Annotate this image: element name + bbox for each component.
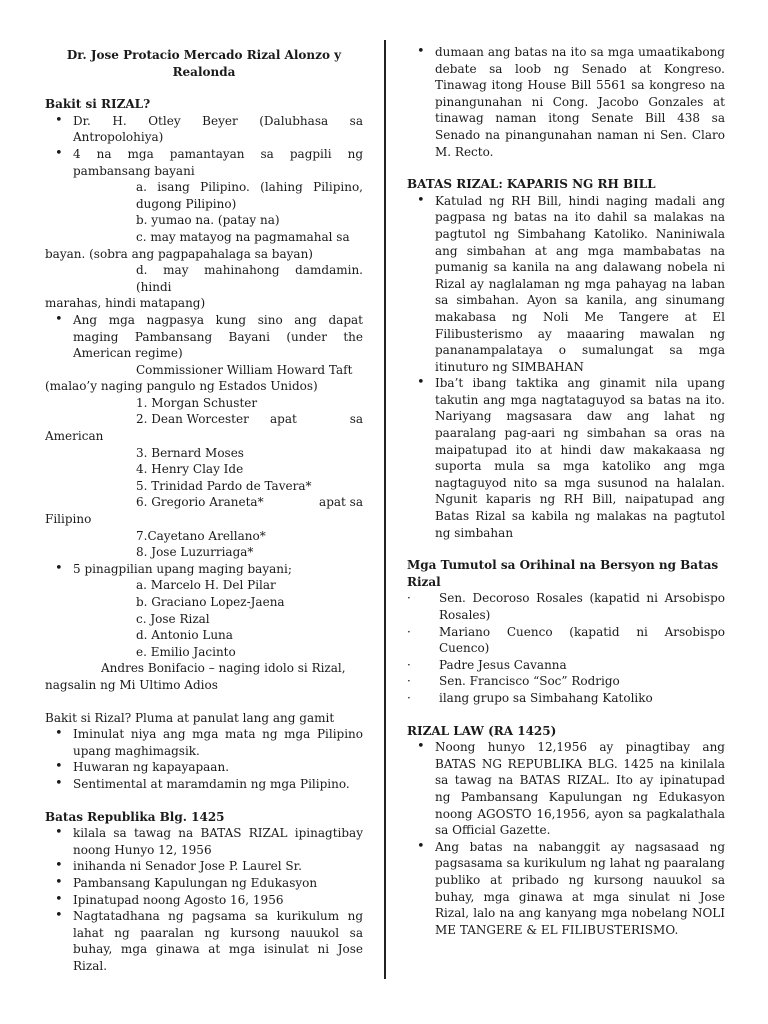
- member-3: 3. Bernard Moses: [136, 445, 244, 460]
- member-6: 6. Gregorio Araneta* apat sa: [136, 495, 363, 510]
- opponent-1: · Sen. Decoroso Rosales (kapatid ni Arsobispo Rosales): [407, 591, 725, 622]
- pluma-line: Bakit si Rizal? Pluma at panulat lang ang gamit: [45, 710, 335, 725]
- heading-rizal-law: RIZAL LAW (RA 1425): [407, 723, 557, 738]
- candidate-d: d. Antonio Luna: [136, 628, 233, 643]
- criterion-d: d. may mahinahong damdamin. (hindi: [136, 263, 363, 294]
- list-item: • dumaan ang batas na ito sa mga umaatikabong debate sa loob ng Senado at Kongreso. Tinawag itong House Bill 5561 sa kongreso na pinangunahan ni Cong. Jacobo Gonzales at tinawag naman itong Senate Bill 438 sa Senado na pinangunahan naman ni Sen. Claro M. Recto.: [407, 44, 725, 160]
- criterion-b: b. yumao na. (patay na): [136, 213, 280, 228]
- member-4: 4. Henry Clay Ide: [136, 462, 244, 477]
- heading-batas-republika: Batas Republika Blg. 1425: [45, 809, 225, 824]
- andres-line: Andres Bonifacio – naging idolo si Rizal,: [101, 661, 346, 676]
- list-item: • Dr. H. Otley Beyer (Dalubhasa sa Antropolohiya): [45, 113, 363, 146]
- taft-line: Commissioner William Howard Taft: [136, 362, 353, 377]
- candidate-a: a. Marcelo H. Del Pilar: [136, 578, 276, 593]
- list-item: • Ipinatupad noong Agosto 16, 1956: [45, 892, 363, 909]
- heading-tumutol: Mga Tumutol sa Orihinal na Bersyon ng Batas Rizal: [407, 558, 719, 589]
- criterion-d-cont: marahas, hindi matapang): [45, 296, 206, 311]
- criterion-c-cont: bayan. (sobra ang pagpapahalaga sa bayan): [45, 246, 313, 261]
- american-label: American: [45, 429, 104, 444]
- list-item: • 4 na mga pamantayan sa pagpili ng pambansang bayani: [45, 146, 363, 179]
- member-1: 1. Morgan Schuster: [136, 395, 258, 410]
- opponent-3: · Padre Jesus Cavanna: [407, 657, 567, 672]
- list-item: • Pambansang Kapulungan ng Edukasyon: [45, 875, 363, 892]
- list-item: • Katulad ng RH Bill, hindi naging madali ang pagpasa ng batas na ito dahil sa malakas na pagtutol ng Simbahang Katoliko. Naniniwala ang simbahan at ang mga mambabatas na pumanig sa kanila na ang dalawang nobela ni Rizal ay naglalaman ng mga pahayag na laban sa simbahan. Ayon sa kanila, ang sinumang makabasa ng Noli Me Tangere at El Filibusterismo ay maaaring mawalan ng pananampalataya o sumalungat sa mga itinuturo ng SIMBAHAN: [407, 193, 725, 376]
- left-column: [45, 0, 363, 974]
- list-item: • inihanda ni Senador Jose P. Laurel Sr.: [45, 858, 363, 875]
- criterion-c: c. may matayog na pagmamahal sa: [136, 229, 350, 244]
- member-2: 2. Dean Worcester apat sa: [136, 412, 363, 427]
- heading-kaparis: BATAS RIZAL: KAPARIS NG RH BILL: [407, 177, 656, 192]
- list-item: • Iminulat niya ang mga mata ng mga Pilipino upang maghimagsik.: [45, 726, 363, 759]
- list-item: • Nagtatadhana ng pagsama sa kurikulum ng lahat ng paaralan ng kursong nauukol sa buhay, mga ginawa at mga isinulat ni Jose Rizal.: [45, 908, 363, 974]
- criteria-list: [45, 113, 363, 179]
- filipino-label: Filipino: [45, 512, 92, 527]
- opponent-5: · ilang grupo sa Simbahang Katoliko: [407, 690, 653, 705]
- list-item: • 5 pinagpilian upang maging bayani;: [45, 561, 363, 578]
- column-divider: [384, 40, 386, 979]
- document-title: Dr. Jose Protacio Mercado Rizal Alonzo y Realonda: [66, 48, 342, 79]
- list-item: • Huwaran ng kapayapaan.: [45, 759, 363, 776]
- andres-cont: nagsalin ng Mi Ultimo Adios: [45, 677, 218, 692]
- member-8: 8. Jose Luzurriaga*: [136, 545, 254, 560]
- heading-bakit-rizal: Bakit si RIZAL?: [45, 97, 151, 112]
- taft-note: (malao’y naging pangulo ng Estados Unidos): [45, 379, 318, 394]
- list-item: • Sentimental at maramdamin ng mga Pilipino.: [45, 776, 363, 793]
- candidate-c: c. Jose Rizal: [136, 611, 210, 626]
- criterion-a: a. isang Pilipino. (lahing Pilipino, dugong Pilipino): [136, 180, 363, 211]
- list-item: • kilala sa tawag na BATAS RIZAL ipinagtibay noong Hunyo 12, 1956: [45, 825, 363, 858]
- candidate-e: e. Emilio Jacinto: [136, 644, 236, 659]
- member-5: 5. Trinidad Pardo de Tavera*: [136, 478, 312, 493]
- list-item: • Ang mga nagpasya kung sino ang dapat maging Pambansang Bayani (under the American regime): [45, 312, 363, 362]
- list-item: • Ang batas na nabanggit ay nagsasaad ng pagsasama sa kurikulum ng lahat ng paaralang publiko at pribado ng kursong nauukol sa buhay, mga ginawa at mga sinulat ni Jose Rizal, lalo na ang kanyang mga nobelang NOLI ME TANGERE & EL FILIBUSTERISMO.: [407, 839, 725, 939]
- list-item: • Iba’t ibang taktika ang ginamit nila upang takutin ang mga nagtataguyod sa batas na ito. Nariyang magsasara daw ang lahat ng paaralang pag-aari ng simbahan sa oras na maipatupad ito at hindi daw makakaasa ng suporta mula sa mga katoliko ang mga nagtaguyod nito sa mga susunod na halalan. Ngunit kaparis ng RH Bill, naipatupad ang Batas Rizal sa kabila ng malakas na pagtutol ng simbahan: [407, 375, 725, 541]
- candidate-b: b. Graciano Lopez-Jaena: [136, 595, 285, 609]
- opponent-4: · Sen. Francisco “Soc” Rodrigo: [407, 674, 620, 689]
- list-item: • Noong hunyo 12,1956 ay pinagtibay ang BATAS NG REPUBLIKA BLG. 1425 na kinilala sa tawag na BATAS RIZAL. Ito ay ipinatupad ng Pambansang Kapulungan ng Edukasyon noong AGOSTO 16,1956, ayon sa pagkalathala sa Official Gazette.: [407, 739, 725, 839]
- right-column: [407, 0, 725, 938]
- opponent-2: · Mariano Cuenco (kapatid ni Arsobispo Cuenco): [407, 624, 725, 656]
- member-7: 7.Cayetano Arellano*: [136, 528, 266, 543]
